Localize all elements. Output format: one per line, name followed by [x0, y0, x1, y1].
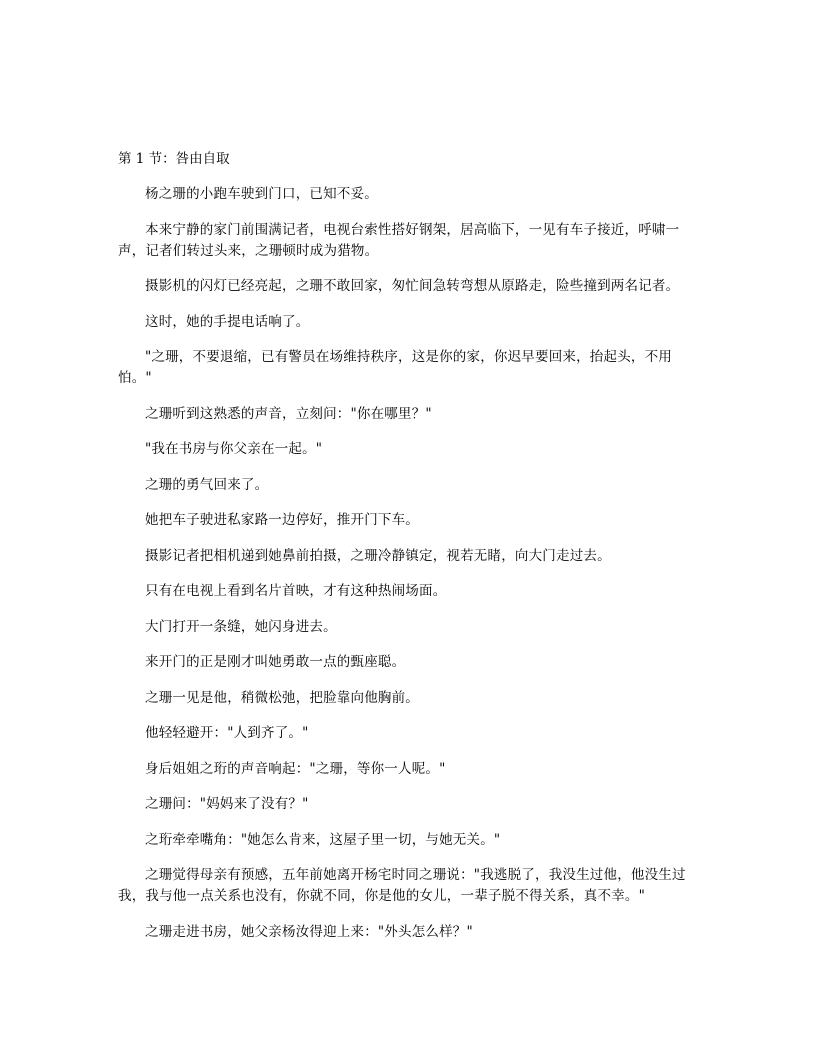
paragraph: 之珊一见是他，稍微松弛，把脸靠向他胸前。	[145, 689, 419, 706]
paragraph: 之珊走进书房，她父亲杨汝得迎上来："外头怎么样？"	[145, 923, 473, 940]
paragraph: "我在书房与你父亲在一起。"	[145, 441, 323, 457]
chapter-body	[118, 184, 698, 943]
paragraph: 身后姐姐之珩的声音响起："之珊，等你一人呢。"	[145, 760, 446, 777]
paragraph: 摄影机的闪灯已经亮起，之珊不敢回家，匆忙间急转弯想从原路走，险些撞到两名记者。	[145, 278, 680, 294]
paragraph: 之珊的勇气回来了。	[145, 476, 269, 493]
paragraph: 之珊觉得母亲有预感，五年前她离开杨宅时同之珊说："我逃脱了，我没生过他，他没生过我，我与他一点关系也没有，你就不同，你是他的女儿，一辈子脱不得关系，真不幸。"	[118, 867, 686, 904]
paragraph: 他轻轻避开："人到齐了。"	[145, 725, 309, 741]
paragraph: 来开门的正是刚才叫她勇敢一点的甄座聪。	[145, 654, 406, 670]
paragraph: 之珩牵牵嘴角："她怎么肯来，这屋子里一切，与她无关。"	[145, 831, 501, 848]
paragraph: 这时，她的手提电话响了。	[145, 313, 310, 330]
paragraph: 本来宁静的家门前围满记者，电视台索性搭好钢架，居高临下，一见有车子接近，呼啸一声，记者们转过头来，之珊顿时成为猎物。	[118, 221, 680, 259]
paragraph: 大门打开一条缝，她闪身进去。	[145, 618, 337, 635]
paragraph: 摄影记者把相机递到她鼻前拍摄，之珊冷静镇定，视若无睹，向大门走过去。	[145, 547, 611, 564]
paragraph: 杨之珊的小跑车驶到门口，已知不妥。	[145, 186, 378, 202]
paragraph: 只有在电视上看到名片首映，才有这种热闹场面。	[145, 583, 447, 599]
paragraph: 之珊问："妈妈来了没有？"	[145, 796, 309, 812]
paragraph: 她把车子驶进私家路一边停好，推开门下车。	[145, 512, 419, 528]
document-page	[118, 148, 698, 957]
paragraph: "之珊，不要退缩，已有警员在场维持秩序，这是你的家，你迟早要回来，抬起头，不用怕。"	[118, 349, 673, 386]
paragraph: 之珊听到这熟悉的声音，立刻问："你在哪里？"	[145, 405, 432, 422]
chapter-heading: 第 1 节：咎由自取	[118, 151, 230, 167]
